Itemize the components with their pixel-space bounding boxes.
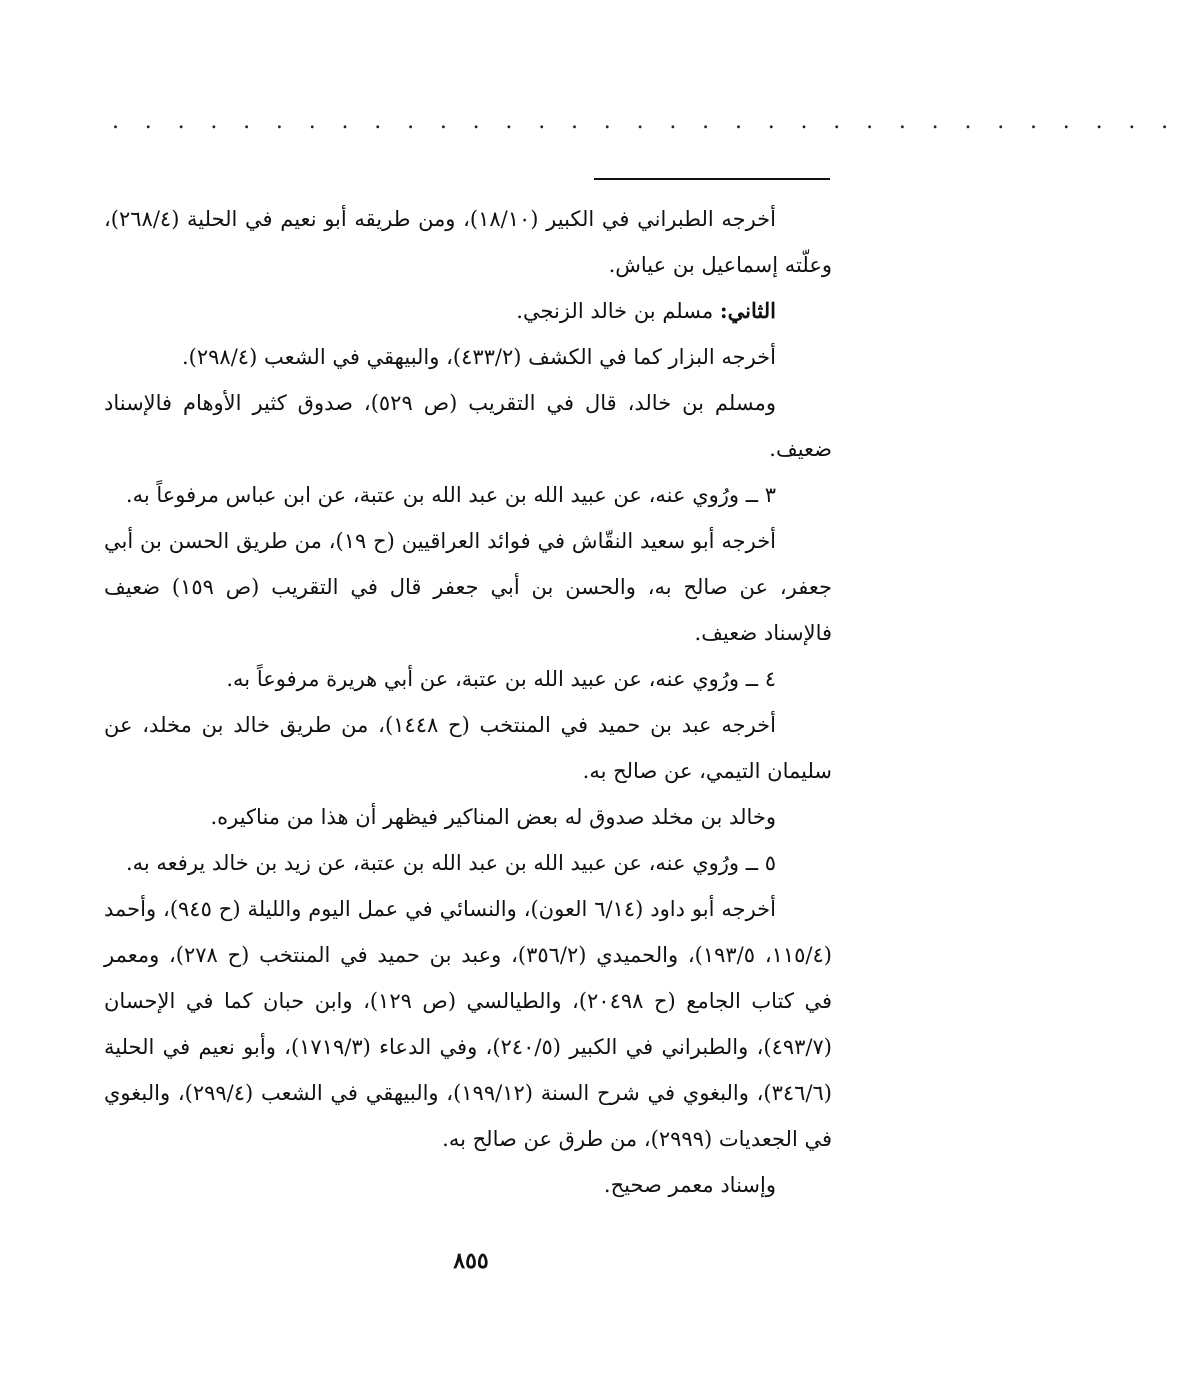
second-label: الثاني: <box>719 298 776 323</box>
paragraph-text: مسلم بن خالد الزنجي. <box>516 299 714 323</box>
page-number: ٨٥٥ <box>453 1248 489 1274</box>
paragraph: ٥ ــ ورُوي عنه، عن عبيد الله بن عبد الله بن عتبة، عن زيد بن خالد يرفعه به. <box>125 851 776 875</box>
paragraph: أخرجه أبو سعيد النقّاش في فوائد العراقيين (ح ١٩)، من طريق الحسن بن أبي جعفر، عن صالح به، والحسن بن أبي جعفر قال في التقريب (ص ١٥٩) ضعيف فالإسناد ضعيف. <box>104 529 832 645</box>
dotted-separator: . . . . . . . . . . . . . . . . . . . . . . . . . . . . . . . . . <box>112 109 1178 134</box>
paragraph: أخرجه البزار كما في الكشف (٤٣٣/٢)، والبيهقي في الشعب (٢٩٨/٤). <box>182 345 776 369</box>
footnote-rule <box>594 178 830 180</box>
paragraph: أخرجه الطبراني في الكبير (١٨/١٠)، ومن طريقه أبو نعيم في الحلية (٢٦٨/٤)، وعلّته إسماعيل بن عياش. <box>104 207 832 277</box>
paragraph: وخالد بن مخلد صدوق له بعض المناكير فيظهر أن هذا من مناكيره. <box>210 805 776 829</box>
paragraph: أخرجه عبد بن حميد في المنتخب (ح ١٤٤٨)، من طريق خالد بن مخلد، عن سليمان التيمي، عن صالح به. <box>104 713 832 783</box>
footnote-text <box>104 196 832 1208</box>
paragraph: ومسلم بن خالد، قال في التقريب (ص ٥٢٩)، صدوق كثير الأوهام فالإسناد ضعيف. <box>104 391 832 461</box>
paragraph: ٤ ــ ورُوي عنه، عن عبيد الله بن عتبة، عن أبي هريرة مرفوعاً به. <box>226 667 776 691</box>
paragraph: وإسناد معمر صحيح. <box>603 1173 776 1197</box>
paragraph: ٣ ــ ورُوي عنه، عن عبيد الله بن عبد الله بن عتبة، عن ابن عباس مرفوعاً به. <box>125 483 776 507</box>
paragraph <box>104 288 832 334</box>
paragraph: أخرجه أبو داود (٦/١٤ العون)، والنسائي في عمل اليوم والليلة (ح ٩٤٥)، وأحمد (١١٥/٤، ١٩٣/٥)، والحميدي (٣٥٦/٢)، وعبد بن حميد في المنتخب (ح ٢٧٨)، ومعمر في كتاب الجامع (ح ٢٠٤٩٨)، والطيالسي (ص ١٢٩)، وابن حبان كما في الإحسان (٤٩٣/٧)، والطبراني في الكبير (٢٤٠/٥)، وفي الدعاء (١٧١٩/٣)، وأبو نعيم في الحلية (٣٤٦/٦)، والبغوي في شرح السنة (١٩٩/١٢)، والبيهقي في الشعب (٢٩٩/٤)، والبغوي في الجعديات (٢٩٩٩)، من طرق عن صالح به. <box>104 897 832 1151</box>
